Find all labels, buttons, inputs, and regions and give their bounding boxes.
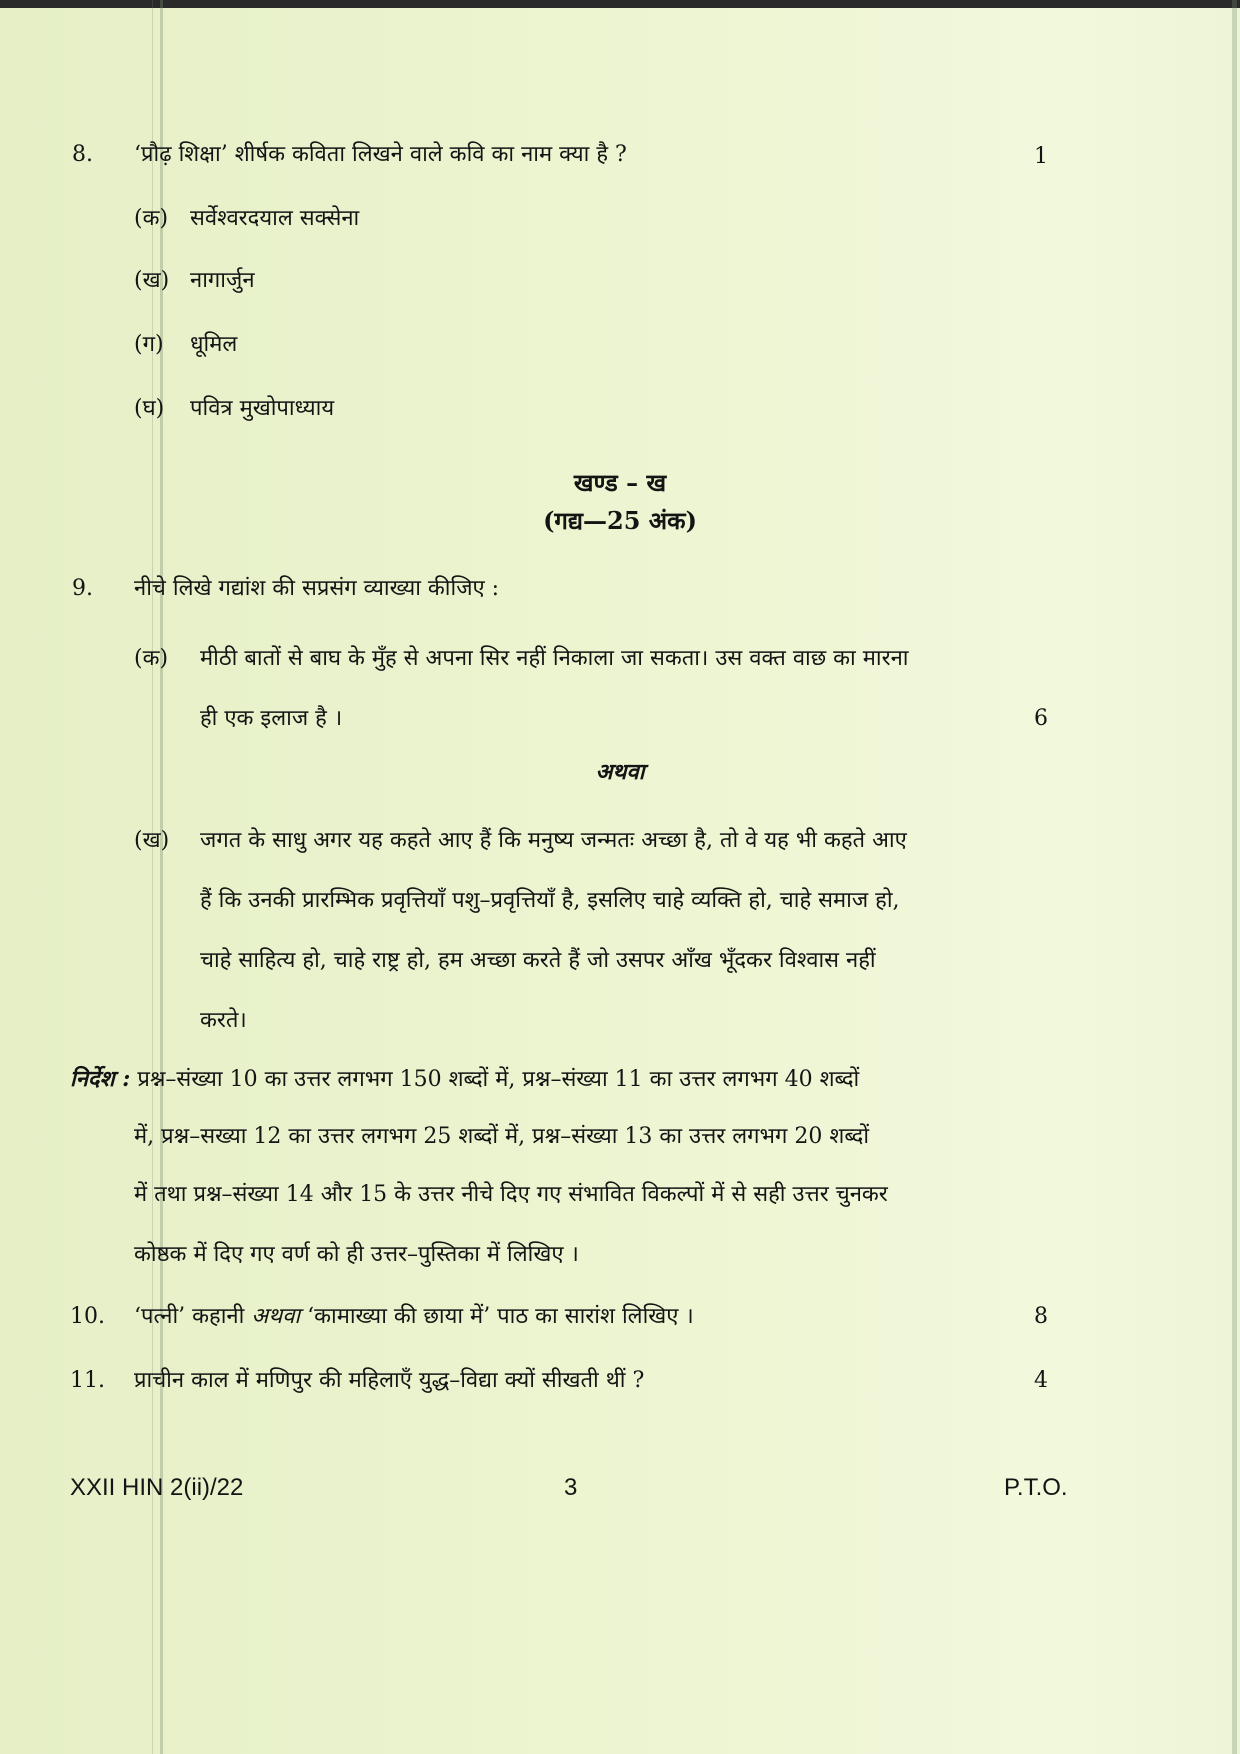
instruction-line2: में, प्रश्न–सख्या 12 का उत्तर लगभग 25 शब्दों में, प्रश्न–संख्या 13 का उत्तर लगभग 20 शब्दों [134, 1124, 870, 1149]
q10-number: 10. [70, 1304, 105, 1329]
instruction-line1 [70, 1064, 859, 1095]
q9-b-label: (ख) [134, 828, 170, 853]
q11-marks: 4 [1034, 1368, 1048, 1393]
q9-a-line2: ही एक इलाज है । [200, 706, 343, 731]
q8-number: 8. [72, 142, 93, 167]
q8-option-c [134, 330, 237, 360]
please-turn-over: P.T.O. [1004, 1474, 1068, 1501]
q10-marks: 8 [1034, 1304, 1048, 1329]
option-label: (घ) [134, 396, 165, 421]
instruction-text: प्रश्न–संख्या 10 का उत्तर लगभग 150 शब्दों में, प्रश्न–संख्या 11 का उत्तर लगभग 40 शब्दों [137, 1067, 860, 1092]
q9-text: नीचे लिखे गद्यांश की सप्रसंग व्याख्या कीजिए : [134, 576, 500, 601]
q8-option-a [134, 204, 359, 234]
q10-or: अथवा [251, 1304, 301, 1329]
or-separator: अथवा [595, 759, 645, 785]
instruction-label: निर्देश : [70, 1066, 131, 1092]
q11-number: 11. [70, 1368, 105, 1393]
q8-option-b [134, 266, 255, 296]
q9-a-label: (क) [134, 646, 169, 671]
q9-number: 9. [72, 576, 93, 601]
q10-part1: ‘पत्नी’ कहानी [134, 1304, 252, 1329]
q11-text: प्राचीन काल में मणिपुर की महिलाएँ युद्ध–विद्या क्यों सीखती थीं ? [134, 1368, 645, 1393]
option-label: (क) [134, 206, 169, 231]
option-text: नागार्जुन [190, 268, 255, 293]
page-number: 3 [564, 1474, 578, 1501]
option-text: धूमिल [190, 332, 238, 357]
scan-top-edge [0, 0, 1240, 8]
option-label: (ख) [134, 268, 170, 293]
option-text: पवित्र मुखोपाध्याय [190, 396, 335, 421]
section-subtitle: (गद्य—25 अंक) [543, 506, 697, 535]
paper-code: XXII HIN 2(ii)/22 [70, 1474, 244, 1501]
q10-part2: ‘कामाख्या की छाया में’ पाठ का सारांश लिखिए । [300, 1304, 694, 1329]
q9-a-line1: मीठी बातों से बाघ के मुँह से अपना सिर नहीं निकाला जा सकता। उस वक्त वाछ का मारना [200, 646, 909, 671]
paper-edge-shadow [1232, 0, 1237, 1754]
q8-marks: 1 [1034, 144, 1048, 169]
q10-text [134, 1302, 694, 1332]
option-label: (ग) [134, 332, 164, 357]
q9-b-line1: जगत के साधु अगर यह कहते आए हैं कि मनुष्य जन्मतः अच्छा है, तो वे यह भी कहते आए [200, 828, 907, 853]
q9-b-line2: हैं कि उनकी प्रारम्भिक प्रवृत्तियाँ पशु–प्रवृत्तियाँ है, इसलिए चाहे व्यक्ति हो, चाहे समाज हो, [200, 888, 900, 913]
q9-b-line3: चाहे साहित्य हो, चाहे राष्ट्र हो, हम अच्छा करते हैं जो उसपर आँख भूँदकर विश्वास नहीं [200, 948, 876, 973]
q9-marks: 6 [1034, 706, 1048, 731]
instruction-line3: में तथा प्रश्न–संख्या 14 और 15 के उत्तर नीचे दिए गए संभावित विकल्पों में से सही उत्तर चुनकर [134, 1182, 888, 1207]
instruction-line4: कोष्ठक में दिए गए वर्ण को ही उत्तर–पुस्तिका में लिखिए । [134, 1242, 579, 1267]
q8-text: ‘प्रौढ़ शिक्षा’ शीर्षक कविता लिखने वाले कवि का नाम क्या है ? [134, 142, 627, 167]
q9-b-line4: करते। [200, 1008, 247, 1033]
section-title: खण्ड – ख [573, 468, 667, 497]
q8-option-d [134, 394, 334, 424]
option-text: सर्वेश्वरदयाल सक्सेना [190, 206, 360, 231]
